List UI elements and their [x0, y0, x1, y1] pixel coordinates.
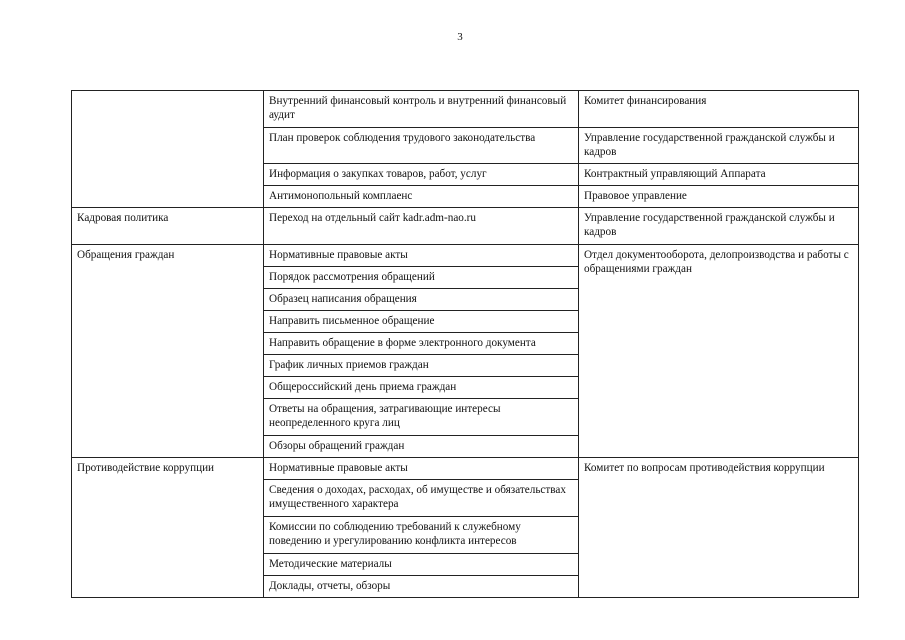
owner-label: Правовое управление — [584, 190, 687, 202]
item-label: Внутренний финансовый контроль и внутренний финансовый аудит — [269, 95, 567, 121]
table-row — [72, 245, 859, 267]
item-label: Нормативные правовые акты — [269, 249, 408, 261]
owner-label: Комитет финансирования — [584, 95, 707, 107]
item-cell — [264, 333, 579, 355]
item-label: Образец написания обращения — [269, 293, 417, 305]
item-label: Ответы на обращения, затрагивающие интересы неопределенного круга лиц — [269, 403, 501, 429]
section-cell — [72, 245, 264, 458]
item-label: График личных приемов граждан — [269, 359, 429, 371]
item-cell — [264, 377, 579, 399]
item-cell — [264, 128, 579, 164]
item-cell — [264, 208, 579, 245]
item-cell — [264, 311, 579, 333]
section-label: Кадровая политика — [77, 212, 169, 224]
item-cell — [264, 164, 579, 186]
owner-cell — [579, 91, 859, 128]
table-row — [72, 458, 859, 480]
item-label: Направить обращение в форме электронного документа — [269, 337, 536, 349]
owner-cell — [579, 186, 859, 208]
item-cell — [264, 517, 579, 554]
section-label: Противодействие коррупции — [77, 462, 215, 474]
section-label: Обращения граждан — [77, 249, 175, 261]
owner-label: Комитет по вопросам противодействия коррупции — [584, 462, 825, 474]
owner-label: Отдел документооборота, делопроизводства и работы с обращениями граждан — [584, 249, 849, 275]
owner-label: Управление государственной гражданской службы и кадров — [584, 212, 835, 238]
section-cell — [72, 458, 264, 598]
page-number: 3 — [457, 31, 463, 43]
item-label: Нормативные правовые акты — [269, 462, 408, 474]
item-cell — [264, 576, 579, 598]
item-cell — [264, 355, 579, 377]
item-label: Информация о закупках товаров, работ, услуг — [269, 168, 487, 180]
item-label: Порядок рассмотрения обращений — [269, 271, 435, 283]
owner-label: Контрактный управляющий Аппарата — [584, 168, 766, 180]
item-cell — [264, 245, 579, 267]
item-cell — [264, 458, 579, 480]
table-row — [72, 91, 859, 128]
owner-cell — [579, 164, 859, 186]
item-cell — [264, 186, 579, 208]
item-label: Обзоры обращений граждан — [269, 440, 405, 452]
owner-cell — [579, 245, 859, 458]
item-label: Направить письменное обращение — [269, 315, 435, 327]
item-label: Методические материалы — [269, 558, 392, 570]
item-label: Переход на отдельный сайт kadr.adm-nao.ru — [269, 212, 477, 224]
item-label: Комиссии по соблюдению требований к служебному поведению и урегулированию конфликта интересов — [269, 521, 521, 547]
item-label: Доклады, отчеты, обзоры — [269, 580, 391, 592]
owner-cell — [579, 208, 859, 245]
item-label: Общероссийский день приема граждан — [269, 381, 457, 393]
owner-label: Управление государственной гражданской службы и кадров — [584, 132, 835, 158]
section-cell — [72, 208, 264, 245]
section-cell — [72, 91, 264, 208]
item-cell — [264, 267, 579, 289]
table-row — [72, 208, 859, 245]
document-table — [71, 90, 859, 598]
item-cell — [264, 399, 579, 436]
item-label: Антимонопольный комплаенс — [269, 190, 413, 202]
item-label: Сведения о доходах, расходах, об имуществе и обязательствах имущественного характера — [269, 484, 566, 510]
item-cell — [264, 554, 579, 576]
item-cell — [264, 91, 579, 128]
owner-cell — [579, 128, 859, 164]
item-cell — [264, 289, 579, 311]
item-cell — [264, 480, 579, 517]
owner-cell — [579, 458, 859, 598]
item-label: План проверок соблюдения трудового законодательства — [269, 132, 536, 144]
item-cell — [264, 436, 579, 458]
